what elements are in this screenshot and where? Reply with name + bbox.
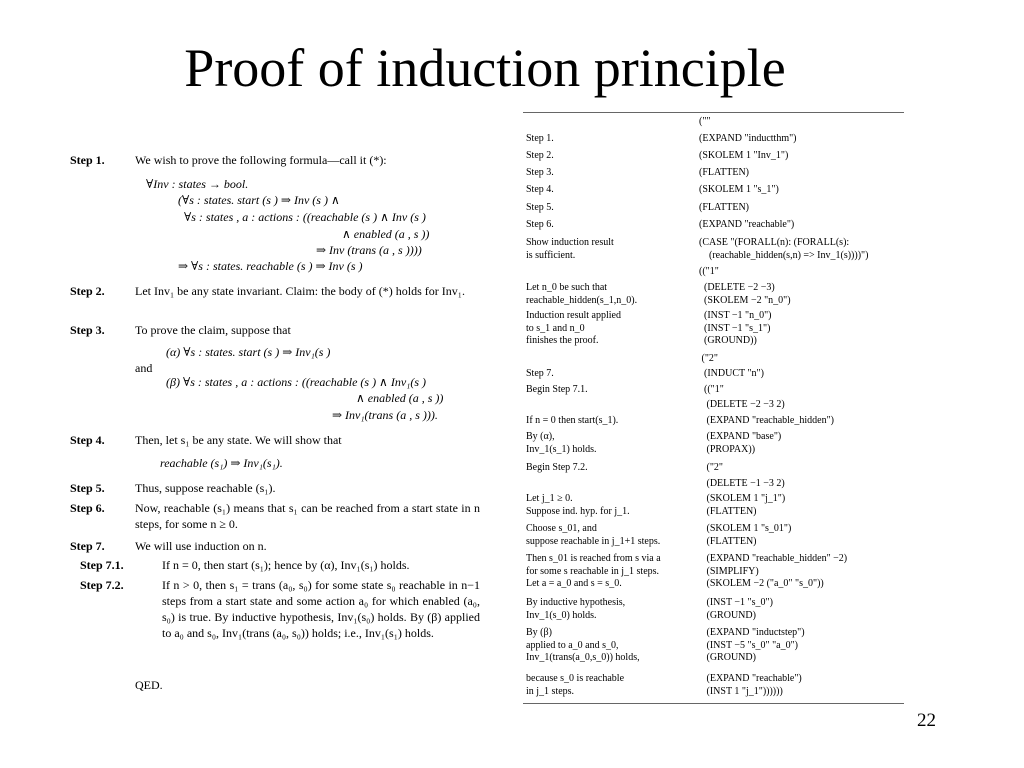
formula-line: ∧ enabled (a , s )): [356, 391, 444, 405]
proof-command: (("1": [699, 384, 724, 395]
step-label: Step 7.2.: [80, 578, 124, 592]
proof-annotation: Step 2.: [526, 150, 554, 161]
formula-line: ∧ enabled (a , s )): [342, 227, 430, 241]
proof-annotation: Step 3.: [526, 167, 554, 178]
proof-command: (INST −1 "s_0") (GROUND): [706, 597, 773, 621]
proof-annotation: because s_0 is reachable in j_1 steps.: [526, 673, 625, 697]
step-label: Step 6.: [70, 501, 105, 515]
proof-command: (DELETE −2 −3 2): [699, 399, 785, 410]
step-text: We will use induction on n.: [135, 539, 267, 553]
step-text: If n = 0, then start (s₁); hence by (α), Inv₁(s₁) holds.: [162, 558, 410, 572]
proof-annotation: Let j_1 ≥ 0. Suppose ind. hyp. for j_1.: [526, 493, 630, 517]
page-number: 22: [917, 710, 936, 731]
proof-annotation: Choose s_01, and suppose reachable in j_1+1 steps.: [526, 523, 661, 547]
proof-annotation: By inductive hypothesis, Inv_1(s_0) holds.: [526, 597, 626, 621]
proof-command: ("": [699, 116, 711, 127]
step-text: We wish to prove the following formula—call it (*):: [135, 153, 387, 167]
slide-title: Proof of induction principle: [184, 38, 786, 98]
step-label: Step 3.: [70, 323, 105, 337]
proof-annotation: Step 5.: [526, 202, 554, 213]
and-text: and: [135, 361, 153, 375]
proof-command: (EXPAND "inductstep") (INST −5 "s_0" "a_0") (GROUND): [706, 627, 805, 664]
proof-annotation: Step 4.: [526, 184, 554, 195]
proof-command: (EXPAND "reachable_hidden" −2) (SIMPLIFY) (SKOLEM −2 ("a_0" "s_0")): [706, 553, 848, 590]
proof-command: (EXPAND "reachable_hidden"): [699, 415, 834, 426]
proof-command: (EXPAND "inductthm"): [699, 133, 797, 144]
step-label: Step 7.1.: [80, 558, 124, 572]
step-text: To prove the claim, suppose that: [135, 323, 291, 337]
step-label: Step 5.: [70, 481, 105, 495]
formula-line: reachable (s₁) ⇒ Inv₁(s₁).: [160, 456, 283, 470]
qed-text: QED.: [135, 678, 163, 692]
proof-annotation: Show induction result is sufficient.: [526, 237, 614, 261]
step-label: Step 1.: [70, 153, 105, 167]
formula-line: (∀s : states. start (s ) ⇒ Inv (s ) ∧: [178, 193, 340, 207]
proof-annotation: Let n_0 be such that reachable_hidden(s_1,n_0).: [526, 282, 638, 306]
step-text: Now, reachable (s₁) means that s₁ can be reached from a start state in n steps, for some n ≥ 0.: [135, 501, 480, 531]
proof-command: (FLATTEN): [699, 167, 749, 178]
pvs-proof-table: [523, 112, 904, 704]
proof-annotation: By (β) applied to a_0 and s_0, Inv_1(trans(a_0,s_0)) holds,: [526, 627, 640, 664]
step-text: If n > 0, then s₁ = trans (a₀, s₀) for some state s₀ reachable in n−1 steps from a start state and some action a₀ for which enabled (a₀, s₀) is true. By inductive hypothesis, Inv₁(s₀) holds. By (β) applied to a₀ and s₀, Inv₁(trans (a₀, s₀)) holds; i.e., Inv₁(s₁) holds.: [162, 578, 480, 640]
proof-annotation: Step 1.: [526, 133, 554, 144]
proof-command: (SKOLEM 1 "s_1"): [699, 184, 779, 195]
proof-annotation: If n = 0 then start(s_1).: [526, 415, 619, 426]
proof-command: (SKOLEM 1 "j_1") (FLATTEN): [706, 493, 786, 517]
proof-annotation: Step 6.: [526, 219, 554, 230]
formula-line: (β) ∀s : states , a : actions : ((reachable (s ) ∧ Inv₁(s ): [166, 375, 426, 389]
proof-command: (EXPAND "reachable") (INST 1 "j_1")))))): [706, 673, 802, 697]
proof-annotation: Begin Step 7.2.: [526, 462, 588, 473]
proof-annotation: By (α), Inv_1(s_1) holds.: [526, 431, 597, 455]
step-text: Then, let s₁ be any state. We will show that: [135, 433, 342, 447]
step-label: Step 4.: [70, 433, 105, 447]
proof-command: ("2": [699, 353, 718, 364]
formula-line: ∀s : states , a : actions : ((reachable (s ) ∧ Inv (s ): [184, 210, 426, 224]
proof-command: (FLATTEN): [699, 202, 749, 213]
proof-annotation: Begin Step 7.1.: [526, 384, 588, 395]
proof-command: (EXPAND "base") (PROPAX)): [706, 431, 782, 455]
proof-annotation: Step 7.: [526, 368, 554, 379]
formula-line: ⇒ Inv (trans (a , s )))): [316, 243, 422, 257]
proof-command: (SKOLEM 1 "s_01") (FLATTEN): [706, 523, 792, 547]
proof-command: (DELETE −2 −3) (SKOLEM −2 "n_0"): [704, 282, 791, 306]
step-text: Let Inv₁ be any state invariant. Claim: the body of (*) holds for Inv₁.: [135, 284, 465, 298]
formula-line: ⇒ Inv₁(trans (a , s ))).: [332, 408, 438, 422]
proof-command: (INST −1 "n_0") (INST −1 "s_1") (GROUND)): [704, 310, 772, 347]
step-label: Step 2.: [70, 284, 105, 298]
proof-command: ("2": [699, 462, 723, 473]
proof-annotation: Induction result applied to s_1 and n_0 finishes the proof.: [526, 310, 621, 347]
step-label: Step 7.: [70, 539, 105, 553]
proof-command: (DELETE −1 −3 2): [699, 478, 785, 489]
formula-line: ⇒ ∀s : states. reachable (s ) ⇒ Inv (s ): [178, 259, 363, 273]
proof-command: (SKOLEM 1 "Inv_1"): [699, 150, 789, 161]
proof-annotation: Then s_01 is reached from s via a for some s reachable in j_1 steps. Let a = a_0 and s = s_0.: [526, 553, 661, 590]
formula-line: (α) ∀s : states. start (s ) ⇒ Inv₁(s ): [166, 345, 331, 359]
proof-command: (CASE "(FORALL(n): (FORALL(s): (reachable_hidden(s,n) => Inv_1(s))))"): [699, 237, 869, 261]
formula-line: ∀Inv : states → bool.: [146, 177, 249, 191]
proof-command: (EXPAND "reachable"): [699, 219, 795, 230]
proof-command: (INDUCT "n"): [699, 368, 764, 379]
step-text: Thus, suppose reachable (s₁).: [135, 481, 276, 495]
proof-command: (("1": [699, 266, 719, 277]
